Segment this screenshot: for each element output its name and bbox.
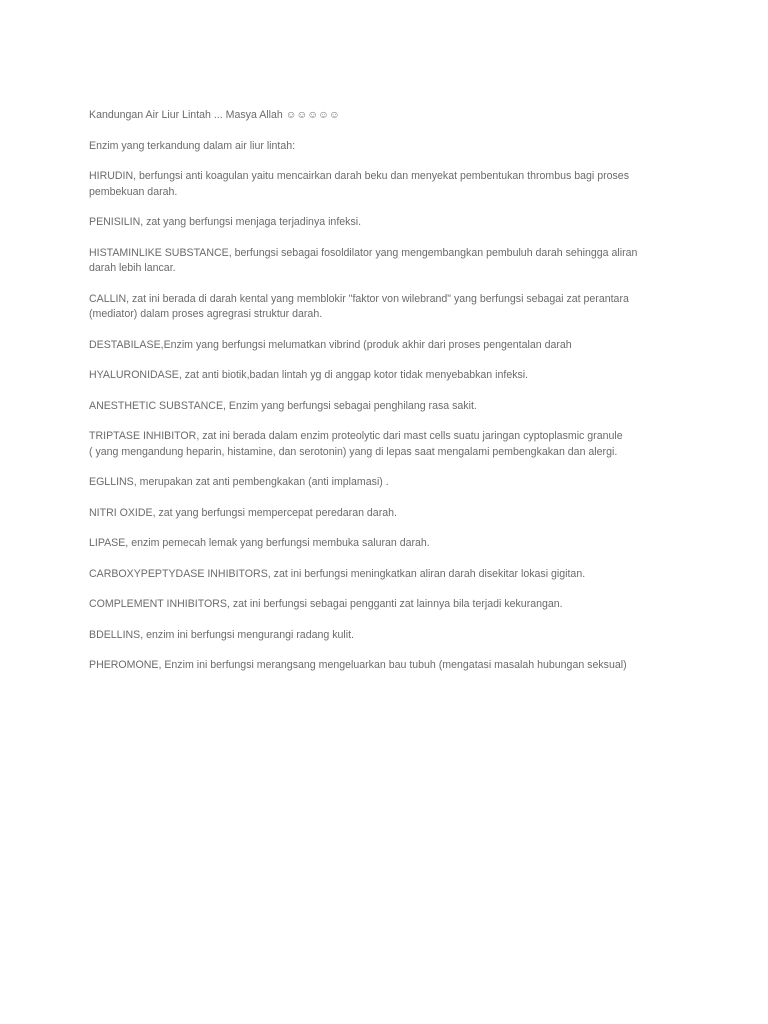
item-line: HIRUDIN, berfungsi anti koagulan yaitu mencairkan darah beku dan menyekat pembentukan thrombus bagi proses <box>89 170 629 182</box>
item-line: COMPLEMENT INHIBITORS, zat ini berfungsi sebagai pengganti zat lainnya bila terjadi kekurangan. <box>89 598 563 610</box>
item-anesthetic-substance <box>89 399 689 415</box>
item-line: LIPASE, enzim pemecah lemak yang berfungsi membuka saluran darah. <box>89 537 430 549</box>
item-line: TRIPTASE INHIBITOR, zat ini berada dalam enzim proteolytic dari mast cells suatu jaringan cyptoplasmic granule <box>89 430 623 442</box>
item-line: ( yang mengandung heparin, histamine, dan serotonin) yang di lepas saat mengalami pembengkakan dan alergi. <box>89 445 618 458</box>
item-line: BDELLINS, enzim ini berfungsi mengurangi radang kulit. <box>89 628 354 641</box>
item-line: (mediator) dalam proses agregrasi struktur darah. <box>89 308 323 320</box>
item-line: pembekuan darah. <box>89 185 178 198</box>
item-penisilin <box>89 215 689 231</box>
item-carboxypeptydase-inhibitors <box>89 567 689 583</box>
item-line: DESTABILASE,Enzim yang berfungsi melumatkan vibrind (produk akhir dari proses pengentalan darah <box>89 338 572 351</box>
item-triptase-inhibitor <box>89 429 689 460</box>
item-line: darah lebih lancar. <box>89 262 176 274</box>
document-content <box>89 108 689 689</box>
item-nitri-oxide <box>89 506 689 522</box>
item-histaminlike-substance <box>89 246 689 277</box>
item-line: ANESTHETIC SUBSTANCE, Enzim yang berfungsi sebagai penghilang rasa sakit. <box>89 399 477 412</box>
item-pheromone <box>89 658 689 674</box>
item-line: EGLLINS, merupakan zat anti pembengkakan (anti implamasi) . <box>89 476 389 488</box>
item-line: NITRI OXIDE, zat yang berfungsi mempercepat peredaran darah. <box>89 506 397 519</box>
document-title: Kandungan Air Liur Lintah ... Masya Allah ☺☺☺☺☺ <box>89 109 340 121</box>
item-destabilase <box>89 338 689 354</box>
item-line: HISTAMINLIKE SUBSTANCE, berfungsi sebagai fosoldilator yang mengembangkan pembuluh darah sehingga aliran <box>89 246 638 259</box>
item-callin <box>89 292 689 323</box>
item-bdellins <box>89 628 689 644</box>
item-complement-inhibitors <box>89 597 689 613</box>
document-intro: Enzim yang terkandung dalam air liur lintah: <box>89 139 296 152</box>
item-line: HYALURONIDASE, zat anti biotik,badan lintah yg di anggap kotor tidak menyebabkan infeksi. <box>89 369 529 381</box>
item-line: CARBOXYPEPTYDASE INHIBITORS, zat ini berfungsi meningkatkan aliran darah disekitar lokasi gigitan. <box>89 567 586 580</box>
item-line: PHEROMONE, Enzim ini berfungsi merangsang mengeluarkan bau tubuh (mengatasi masalah hubungan seksual) <box>89 659 627 671</box>
item-hyaluronidase <box>89 368 689 384</box>
item-line: CALLIN, zat ini berada di darah kental yang memblokir "faktor von wilebrand" yang berfungsi sebagai zat perantara <box>89 292 629 305</box>
item-lipase <box>89 536 689 552</box>
item-egllins <box>89 475 689 491</box>
item-hirudin <box>89 169 689 200</box>
item-line: PENISILIN, zat yang berfungsi menjaga terjadinya infeksi. <box>89 216 362 228</box>
